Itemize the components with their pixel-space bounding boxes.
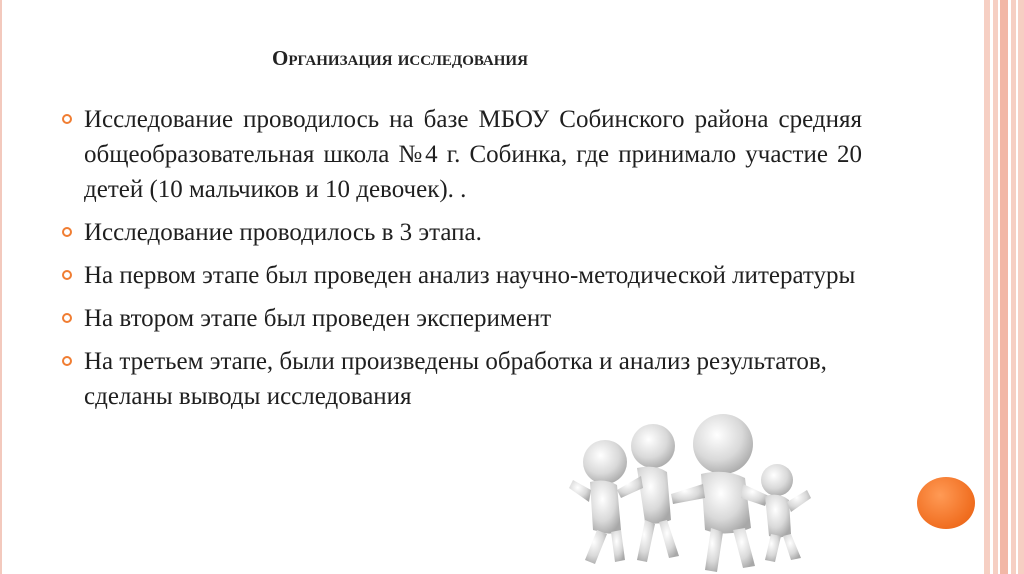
list-item (62, 258, 862, 293)
bullet-text: На втором этапе был проведен эксперимент (84, 305, 552, 332)
ring-bullet-icon (62, 227, 72, 237)
bullet-text: На первом этапе был проведен анализ научно-методической литературы (84, 262, 856, 289)
band-stripe (1008, 0, 1011, 574)
band-stripe (998, 0, 1000, 574)
ring-bullet-icon (62, 313, 72, 323)
list-item (62, 102, 862, 207)
ring-bullet-icon (62, 356, 72, 366)
list-item (62, 301, 862, 336)
list-item (62, 215, 862, 250)
bullet-text: На третьем этапе, были произведены обработка и анализ результатов, сделаны выводы исследования (84, 348, 827, 410)
slide-title: Организация исследования (272, 46, 528, 70)
band-stripe (1016, 0, 1018, 574)
bullet-list (62, 102, 862, 422)
children-figures-icon (555, 410, 815, 574)
ring-bullet-icon (62, 270, 72, 280)
orange-circle-icon (917, 477, 975, 529)
right-decor-band-tint (1000, 0, 1008, 574)
band-stripe (990, 0, 993, 574)
bullet-text: Исследование проводилось на базе МБОУ Собинского района средняя общеобразовательная школа №4 г. Собинка, где принимало участие 20 детей (10 мальчиков и 10 девочек). . (84, 106, 862, 203)
ring-bullet-icon (62, 114, 72, 124)
list-item (62, 344, 862, 414)
bullet-text: Исследование проводилось в 3 этапа. (84, 219, 482, 246)
left-border (0, 0, 2, 574)
